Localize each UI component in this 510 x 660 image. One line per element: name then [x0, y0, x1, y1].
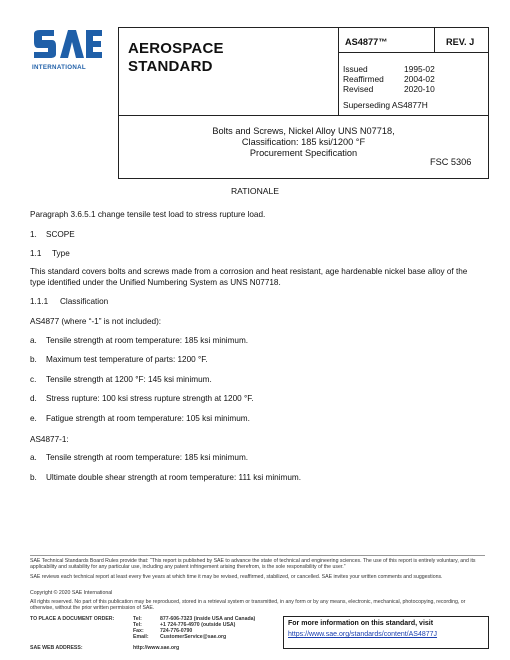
section-number: 1.1: [30, 249, 42, 258]
header-divider: [338, 27, 339, 116]
doc-type-title: AEROSPACE: [128, 40, 224, 57]
standard-url-link[interactable]: https://www.sae.org/standards/content/AS4877J: [288, 631, 438, 638]
list-item-letter: a.: [30, 453, 37, 462]
contact-key: Tel:: [133, 616, 142, 622]
date-value: 2004-02: [404, 74, 435, 84]
web-label: SAE WEB ADDRESS:: [30, 645, 83, 651]
contact-value: 877-606-7323 (inside USA and Canada): [160, 616, 256, 622]
date-value: 1995-02: [404, 64, 435, 74]
classification-intro: AS4877 (where “-1” is not included):: [30, 317, 162, 326]
contact-key: Tel:: [133, 622, 142, 628]
type-paragraph: This standard covers bolts and screws made from a corrosion and heat resistant, age hardenable nickel base alloy of the type identified under the Unified Numbering System as UNS N07718.: [30, 267, 468, 287]
date-value: 2020-10: [404, 84, 435, 94]
subject-line: Classification: 185 ksi/1200 °F: [241, 137, 366, 147]
logo-subtitle: INTERNATIONAL: [32, 64, 86, 71]
rationale-text: Paragraph 3.6.5.1 change tensile test load to stress rupture load.: [30, 210, 266, 219]
footer-review-note: SAE reviews each technical report at least every five years at which time it may be revised, reaffirmed, stabilized, or cancelled. SAE invites your written comments and suggestions.: [30, 574, 443, 580]
section-title: Type: [52, 249, 70, 258]
web-address-link[interactable]: http://www.sae.org: [133, 645, 180, 651]
subject-box: [118, 115, 489, 179]
date-label: Reaffirmed: [343, 74, 384, 84]
list-item: Tensile strength at room temperature: 185 ksi minimum.: [46, 336, 249, 345]
list-item-letter: e.: [30, 414, 37, 423]
date-label: Issued: [343, 64, 368, 74]
document-number: AS4877™: [345, 37, 388, 47]
info-heading: For more information on this standard, visit: [288, 620, 434, 627]
list-item: Maximum test temperature of parts: 1200 °F.: [46, 355, 208, 364]
classification-intro: AS4877-1:: [30, 435, 69, 444]
contact-email-link[interactable]: CustomerService@sae.org: [160, 634, 227, 640]
footer-rights: All rights reserved. No part of this publication may be reproduced, stored in a retrieval system or transmitted, in any form or by any means, electronic, mechanical, photocopying, recording, or otherwise, without the prior written permission of SAE.: [30, 599, 466, 612]
list-item: Ultimate double shear strength at room temperature: 111 ksi minimum.: [46, 473, 301, 482]
list-item: Stress rupture: 100 ksi stress rupture strength at 1200 °F.: [46, 394, 254, 403]
header-divider: [434, 27, 435, 53]
section-number: 1.: [30, 230, 37, 239]
footer-divider: [30, 555, 485, 556]
revision-label: REV. J: [446, 37, 475, 47]
list-item-letter: b.: [30, 473, 37, 482]
date-label: Revised: [343, 84, 374, 94]
contact-value: +1 724-776-4970 (outside USA): [160, 622, 236, 628]
subject-line: Procurement Specification: [249, 148, 358, 158]
fsc-code: FSC 5306: [430, 157, 472, 167]
order-label: TO PLACE A DOCUMENT ORDER:: [30, 616, 115, 622]
contact-value: 724-776-0790: [160, 628, 193, 634]
section-title: SCOPE: [46, 230, 75, 239]
section-number: 1.1.1: [30, 297, 49, 306]
contact-key: Email:: [133, 634, 149, 640]
list-item: Fatigue strength at room temperature: 105 ksi minimum.: [46, 414, 250, 423]
rationale-heading: RATIONALE: [230, 186, 280, 196]
superseding-note: Superseding AS4877H: [343, 100, 428, 110]
list-item: Tensile strength at room temperature: 185 ksi minimum.: [46, 453, 249, 462]
footer-copyright: Copyright © 2020 SAE International: [30, 590, 113, 596]
subject-line: Bolts and Screws, Nickel Alloy UNS N07718,: [212, 126, 395, 136]
list-item-letter: a.: [30, 336, 37, 345]
list-item-letter: d.: [30, 394, 37, 403]
list-item-letter: b.: [30, 355, 37, 364]
list-item: Tensile strength at 1200 °F: 145 ksi minimum.: [46, 375, 212, 384]
footer-disclaimer: SAE Technical Standards Board Rules provide that: “This report is published by SAE to advance the state of technical and engineering sciences. The use of this report is entirely voluntary, and its applicability and suitability for any particular use, including any patent infringement arising therefrom, is the sole responsibility of the user.”: [30, 558, 476, 571]
doc-type-title: STANDARD: [128, 58, 213, 75]
header-divider: [338, 52, 489, 53]
section-title: Classification: [60, 297, 109, 306]
contact-key: Fax:: [133, 628, 144, 634]
list-item-letter: c.: [30, 375, 37, 384]
